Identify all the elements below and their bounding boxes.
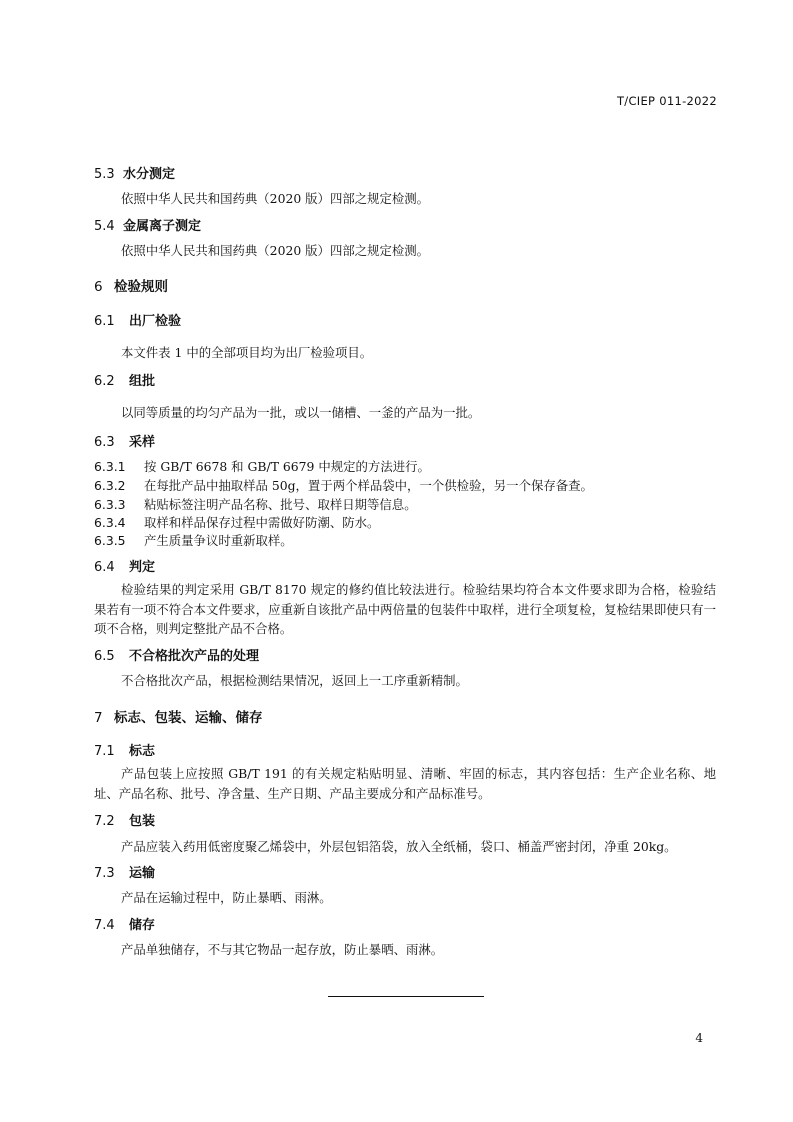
section-7-4-heading — [94, 914, 155, 933]
list-item — [94, 457, 430, 475]
section-7-3-text: 产品在运输过程中，防止暴晒、雨淋。 — [121, 890, 332, 905]
item-number: 6.3.3 — [94, 497, 126, 512]
section-6-4-heading — [94, 556, 155, 575]
section-6-2-heading — [94, 370, 155, 389]
section-title: 组批 — [129, 374, 156, 389]
section-5-4-text: 依照中华人民共和国药典（2020 版）四部之规定检测。 — [121, 243, 430, 258]
chapter-7-heading — [94, 706, 263, 726]
section-number: 7.3 — [94, 866, 115, 881]
section-number: 6.1 — [94, 314, 115, 329]
item-text: 粘贴标签注明产品名称、批号、取样日期等信息。 — [144, 497, 417, 512]
section-title: 储存 — [129, 918, 156, 933]
chapter-title: 标志、包装、运输、储存 — [114, 710, 263, 726]
section-number: 6.2 — [94, 374, 115, 389]
section-5-3-text: 依照中华人民共和国药典（2020 版）四部之规定检测。 — [121, 191, 430, 206]
section-number: 6.5 — [94, 649, 115, 664]
section-title: 判定 — [129, 560, 156, 575]
section-number: 6.3 — [94, 435, 115, 450]
section-title: 不合格批次产品的处理 — [129, 649, 260, 664]
section-6-4-text: 检验结果的判定采用 GB/T 8170 规定的修约值比较法进行。检验结果均符合本文件要求即为合格，检验结果若有一项不符合本文件要求，应重新自该批产品中两倍量的包装件中取样，进行全项复检，复检结果即使只有一项不合格，则判定整批产品不合格。 — [94, 582, 716, 636]
item-text: 产生质量争议时重新取样。 — [144, 533, 293, 548]
section-title: 水分测定 — [123, 167, 176, 182]
item-number: 6.3.4 — [94, 515, 126, 530]
section-number: 5.4 — [94, 219, 115, 234]
section-number: 6.4 — [94, 560, 115, 575]
section-6-5-heading — [94, 645, 259, 664]
section-number: 7.4 — [94, 918, 115, 933]
section-title: 采样 — [129, 435, 156, 450]
section-number: 7.2 — [94, 814, 115, 829]
section-7-2-text: 产品应装入药用低密度聚乙烯袋中，外层包铝箔袋，放入全纸桶，袋口、桶盖严密封闭，净重 20kg。 — [121, 839, 677, 854]
section-title: 运输 — [129, 866, 156, 881]
section-number: 5.3 — [94, 167, 115, 182]
section-6-5-text: 不合格批次产品，根据检测结果情况，返回上一工序重新精制。 — [121, 673, 468, 688]
list-item — [94, 476, 593, 494]
section-7-1-heading — [94, 740, 155, 759]
list-item — [94, 495, 417, 513]
section-5-3-heading — [94, 163, 175, 182]
section-number: 7.1 — [94, 744, 115, 759]
item-number: 6.3.2 — [94, 478, 126, 493]
section-6-3-heading — [94, 431, 155, 450]
section-6-1-heading — [94, 310, 181, 329]
item-number: 6.3.5 — [94, 533, 126, 548]
section-title: 标志 — [129, 744, 156, 759]
item-number: 6.3.1 — [94, 459, 126, 474]
page-number: 4 — [695, 1031, 703, 1045]
chapter-title: 检验规则 — [114, 279, 168, 295]
list-item — [94, 531, 293, 549]
section-5-4-heading — [94, 215, 201, 234]
section-title: 出厂检验 — [129, 314, 182, 329]
section-7-4-text: 产品单独储存，不与其它物品一起存放，防止暴晒、雨淋。 — [121, 942, 444, 957]
section-6-1-text: 本文件表 1 中的全部项目均为出厂检验项目。 — [121, 345, 373, 360]
section-7-1-text: 产品包装上应按照 GB/T 191 的有关规定粘贴明显、清晰、牢固的标志，其内容包括：生产企业名称、地址、产品名称、批号、净含量、生产日期、产品主要成分和产品标准号。 — [94, 766, 716, 801]
section-title: 包装 — [129, 814, 156, 829]
chapter-number: 7 — [94, 710, 103, 726]
section-title: 金属离子测定 — [123, 219, 202, 234]
list-item — [94, 513, 379, 531]
chapter-number: 6 — [94, 279, 103, 295]
section-7-2-heading — [94, 810, 155, 829]
item-text: 取样和样品保存过程中需做好防潮、防水。 — [144, 515, 380, 530]
end-of-document-rule — [328, 996, 484, 997]
chapter-6-heading — [94, 275, 168, 295]
item-text: 按 GB/T 6678 和 GB/T 6679 中规定的方法进行。 — [144, 459, 430, 474]
item-text: 在每批产品中抽取样品 50g，置于两个样品袋中，一个供检验，另一个保存备查。 — [144, 478, 593, 493]
section-7-3-heading — [94, 862, 155, 881]
document-code: T/CIEP 011-2022 — [616, 94, 717, 108]
section-6-2-text: 以同等质量的均匀产品为一批，或以一储槽、一釜的产品为一批。 — [121, 405, 481, 420]
